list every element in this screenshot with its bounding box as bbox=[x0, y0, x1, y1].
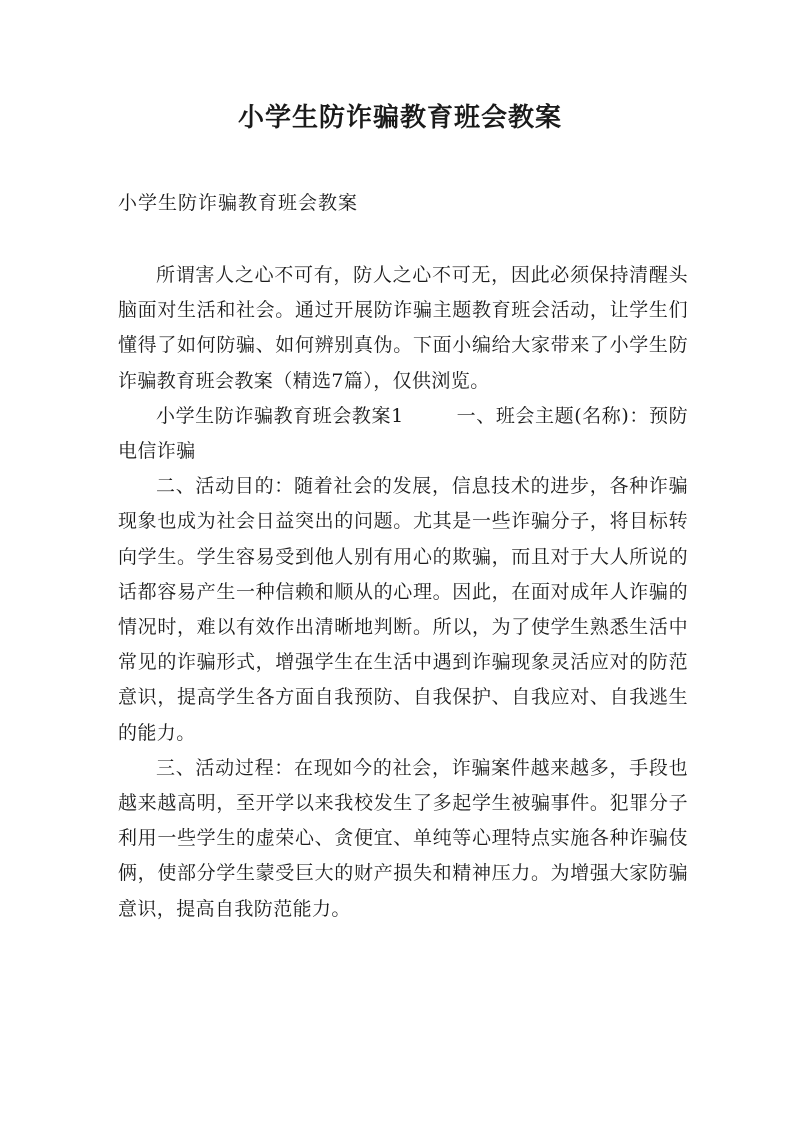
paragraph-objective: 二、活动目的：随着社会的发展，信息技术的进步，各种诈骗现象也成为社会日益突出的问题。尤其是一些诈骗分子，将目标转向学生。学生容易受到他人别有用心的欺骗，而且对于大人所说的话都容易产生一种信赖和顺从的心理。因此，在面对成年人诈骗的情况时，难以有效作出清晰地判断。所以，为了使学生熟悉生活中常见的诈骗形式，增强学生在生活中遇到诈骗现象灵活应对的防范意识，提高学生各方面自我预防、自我保护、自我应对、自我逃生的能力。 bbox=[118, 475, 688, 744]
paragraph-theme: 小学生防诈骗教育班会教案1 一、班会主题(名称)：预防电信诈骗 bbox=[118, 404, 688, 463]
paragraph-process: 三、活动过程：在现如今的社会，诈骗案件越来越多，手段也越来越高明，至开学以来我校发生了多起学生被骗事件。犯罪分子利用一些学生的虚荣心、贪便宜、单纯等心理特点实施各种诈骗伎俩，使部分学生蒙受巨大的财产损失和精神压力。为增强大家防骗意识，提高自我防范能力。 bbox=[118, 756, 688, 920]
paragraph-intro: 所谓害人之心不可有，防人之心不可无，因此必须保持清醒头脑面对生活和社会。通过开展防诈骗主题教育班会活动，让学生们懂得了如何防骗、如何辨别真伪。下面小编给大家带来了小学生防诈骗教育班会教案（精选7篇），仅供浏览。 bbox=[118, 264, 688, 392]
document-body bbox=[118, 258, 688, 927]
document-subtitle: 小学生防诈骗教育班会教案 bbox=[118, 192, 359, 214]
page-title: 小学生防诈骗教育班会教案 bbox=[237, 103, 562, 133]
